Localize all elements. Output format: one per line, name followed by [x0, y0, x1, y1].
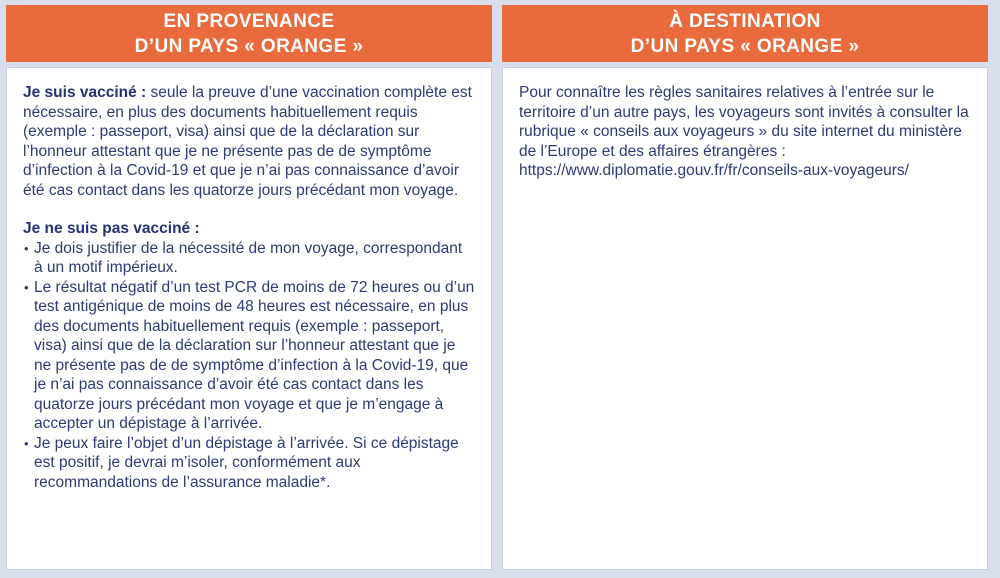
vaccinated-label: Je suis vacciné : [23, 84, 147, 101]
card-body-provenance [6, 67, 492, 570]
not-vaccinated-label: Je ne suis pas vacciné : [23, 220, 200, 237]
card-body-destination [502, 67, 988, 570]
diplomatie-url-text: https://www.diplomatie.gouv.fr/fr/conseils-aux-voyageurs/ [519, 162, 909, 179]
card-destination-pays-orange [502, 5, 988, 570]
paragraph-destination-info: Pour connaître les règles sanitaires relatives à l’entrée sur le territoire d’un autre pays, les voyageurs sont invités à consulter la rubrique « conseils aux voyageurs » du site internet du ministère de l’Europe et des affaires étrangères : [519, 84, 969, 160]
card-title-line1: À DESTINATION [669, 10, 821, 32]
bullet-item-screening: • Je peux faire l’objet d’un dépistage à l’arrivée. Si ce dépistage est positif, je devrai m’isoler, conformément aux recommandations de l’assurance maladie*. [23, 434, 475, 493]
bullet-item-test: • Le résultat négatif d’un test PCR de moins de 72 heures ou d’un test antigénique de moins de 48 heures est nécessaire, en plus des documents habituellement requis (exemple : passeport, visa) ainsi que de la déclaration sur l’honneur attestant que je ne présente pas de de symptôme d’infection à la Covid-19, que je n’ai pas connaissance d’avoir été cas contact dans les quatorze jours précédant mon voyage et que je m’engage à accepter un dépistage à l’arrivée. [23, 278, 475, 434]
card-title-line2: D’UN PAYS « ORANGE » [630, 35, 860, 57]
card-header-destination [502, 5, 988, 62]
card-header-provenance [6, 5, 492, 62]
paragraph-not-vaccinated-label [23, 219, 475, 239]
vaccinated-text: seule la preuve d’une vaccination complète est nécessaire, en plus des documents habituellement requis (exemple : passeport, visa) ainsi que de la déclaration sur l’honneur attestant que je ne présente pas de de symptôme d’infection à la Covid-19 et que je n’ai pas connaissance d’avoir été cas contact dans les quatorze jours précédant mon voyage. [23, 84, 472, 199]
card-provenance-pays-orange [6, 5, 492, 570]
paragraph-vaccinated [23, 83, 475, 200]
card-title-line1: EN PROVENANCE [163, 10, 335, 32]
bullet-item-necessity: • Je dois justifier de la nécessité de mon voyage, correspondant à un motif impérieux. [23, 239, 475, 278]
card-title-line2: D’UN PAYS « ORANGE » [134, 35, 364, 57]
